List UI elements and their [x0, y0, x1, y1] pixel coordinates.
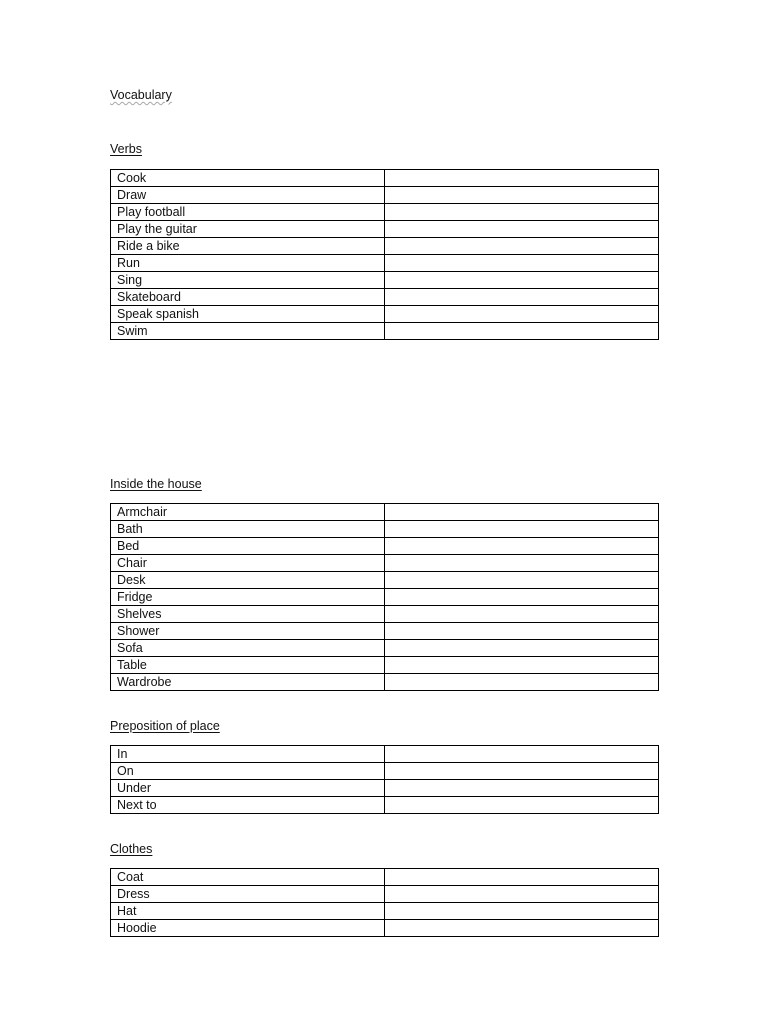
table-row	[111, 763, 659, 780]
document-title: Vocabulary	[110, 88, 172, 102]
section-heading-verbs: Verbs	[110, 142, 142, 156]
section-heading-preposition-of-place: Preposition of place	[110, 719, 220, 733]
translation-blank-cell[interactable]	[385, 657, 659, 674]
table-row	[111, 623, 659, 640]
vocab-word-cell: Hoodie	[111, 920, 385, 937]
table-row	[111, 221, 659, 238]
table-row	[111, 289, 659, 306]
vocab-table-verbs	[110, 169, 659, 340]
translation-blank-cell[interactable]	[385, 521, 659, 538]
translation-blank-cell[interactable]	[385, 504, 659, 521]
vocab-word-cell: Coat	[111, 869, 385, 886]
translation-blank-cell[interactable]	[385, 306, 659, 323]
translation-blank-cell[interactable]	[385, 538, 659, 555]
translation-blank-cell[interactable]	[385, 920, 659, 937]
translation-blank-cell[interactable]	[385, 606, 659, 623]
translation-blank-cell[interactable]	[385, 903, 659, 920]
vocab-word-cell: Chair	[111, 555, 385, 572]
translation-blank-cell[interactable]	[385, 170, 659, 187]
translation-blank-cell[interactable]	[385, 869, 659, 886]
translation-blank-cell[interactable]	[385, 238, 659, 255]
translation-blank-cell[interactable]	[385, 572, 659, 589]
vocab-word-cell: Table	[111, 657, 385, 674]
vocab-word-cell: Skateboard	[111, 289, 385, 306]
translation-blank-cell[interactable]	[385, 289, 659, 306]
vocab-word-cell: Armchair	[111, 504, 385, 521]
table-row	[111, 869, 659, 886]
vocab-word-cell: Under	[111, 780, 385, 797]
table-row	[111, 504, 659, 521]
vocab-word-cell: Ride a bike	[111, 238, 385, 255]
translation-blank-cell[interactable]	[385, 204, 659, 221]
table-row	[111, 521, 659, 538]
vocab-table-preposition-of-place	[110, 745, 659, 814]
vocab-word-cell: Next to	[111, 797, 385, 814]
translation-blank-cell[interactable]	[385, 746, 659, 763]
translation-blank-cell[interactable]	[385, 886, 659, 903]
translation-blank-cell[interactable]	[385, 187, 659, 204]
translation-blank-cell[interactable]	[385, 555, 659, 572]
translation-blank-cell[interactable]	[385, 674, 659, 691]
table-row	[111, 323, 659, 340]
vocab-word-cell: Bed	[111, 538, 385, 555]
vocab-word-cell: Swim	[111, 323, 385, 340]
vocab-word-cell: Desk	[111, 572, 385, 589]
vocab-table-clothes	[110, 868, 659, 937]
vocab-word-cell: In	[111, 746, 385, 763]
vocab-word-cell: Fridge	[111, 589, 385, 606]
table-row	[111, 272, 659, 289]
vocab-word-cell: Cook	[111, 170, 385, 187]
section-heading-inside-the-house: Inside the house	[110, 477, 202, 491]
table-row	[111, 255, 659, 272]
translation-blank-cell[interactable]	[385, 323, 659, 340]
table-row	[111, 589, 659, 606]
vocab-word-cell: Draw	[111, 187, 385, 204]
table-row	[111, 555, 659, 572]
vocab-word-cell: Run	[111, 255, 385, 272]
translation-blank-cell[interactable]	[385, 797, 659, 814]
translation-blank-cell[interactable]	[385, 763, 659, 780]
table-row	[111, 606, 659, 623]
table-row	[111, 640, 659, 657]
table-row	[111, 306, 659, 323]
table-row	[111, 170, 659, 187]
vocab-word-cell: Dress	[111, 886, 385, 903]
translation-blank-cell[interactable]	[385, 623, 659, 640]
table-row	[111, 746, 659, 763]
table-row	[111, 797, 659, 814]
vocab-word-cell: On	[111, 763, 385, 780]
table-row	[111, 657, 659, 674]
table-row	[111, 920, 659, 937]
vocab-word-cell: Speak spanish	[111, 306, 385, 323]
translation-blank-cell[interactable]	[385, 589, 659, 606]
table-row	[111, 204, 659, 221]
table-row	[111, 674, 659, 691]
vocab-word-cell: Play football	[111, 204, 385, 221]
table-row	[111, 903, 659, 920]
vocab-word-cell: Bath	[111, 521, 385, 538]
vocab-word-cell: Hat	[111, 903, 385, 920]
translation-blank-cell[interactable]	[385, 640, 659, 657]
translation-blank-cell[interactable]	[385, 272, 659, 289]
vocab-word-cell: Wardrobe	[111, 674, 385, 691]
translation-blank-cell[interactable]	[385, 780, 659, 797]
translation-blank-cell[interactable]	[385, 221, 659, 238]
table-row	[111, 238, 659, 255]
table-row	[111, 886, 659, 903]
vocab-table-inside-the-house	[110, 503, 659, 691]
table-row	[111, 572, 659, 589]
table-row	[111, 780, 659, 797]
vocab-word-cell: Sofa	[111, 640, 385, 657]
table-row	[111, 538, 659, 555]
vocab-word-cell: Play the guitar	[111, 221, 385, 238]
table-row	[111, 187, 659, 204]
vocab-word-cell: Shelves	[111, 606, 385, 623]
vocab-word-cell: Sing	[111, 272, 385, 289]
vocab-word-cell: Shower	[111, 623, 385, 640]
section-heading-clothes: Clothes	[110, 842, 153, 856]
translation-blank-cell[interactable]	[385, 255, 659, 272]
